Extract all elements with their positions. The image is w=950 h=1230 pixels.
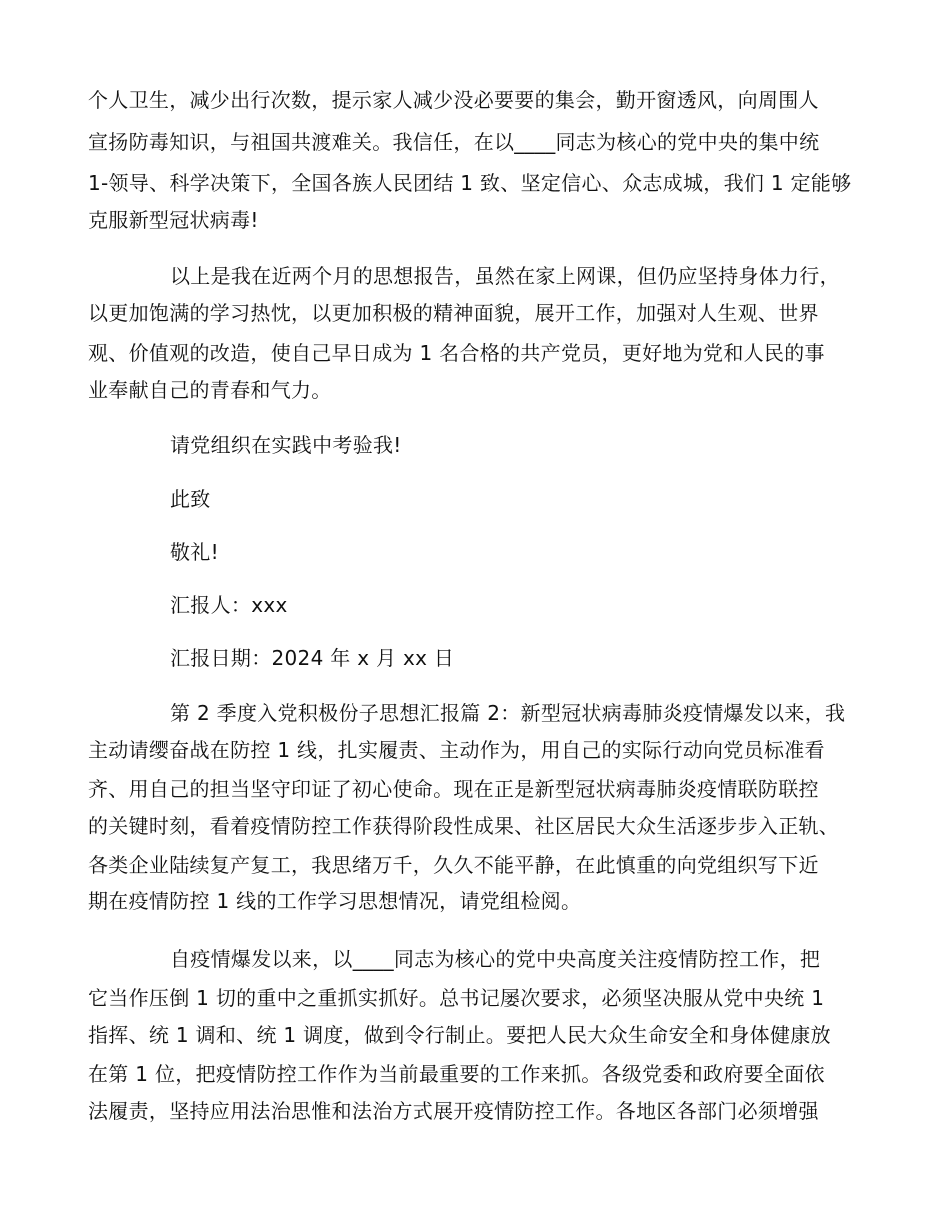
text-line: 宣扬防毒知识，与祖国共渡难关。我信任，在以____同志为核心的党中央的集中统 (88, 130, 820, 154)
text-line: 指挥、统 1 调和、统 1 调度，做到令行制止。要把人民大众生命安全和身体健康放 (88, 1023, 831, 1047)
salutation-ci-zhi: 此致 (170, 487, 211, 511)
text-line: 各类企业陆续复产复工，我思绪万千，久久不能平静，在此慎重的向党组织写下近 (88, 853, 819, 877)
reporter-name: 汇报人：xxx (170, 593, 288, 617)
text-line: 以上是我在近两个月的思想报告，虽然在家上网课，但仍应坚持身体力行， (170, 264, 840, 288)
report-date: 汇报日期：2024 年 x 月 xx 日 (170, 646, 455, 670)
text-line: 业奉献自己的青春和气力。 (88, 378, 332, 402)
text-line: 在第 1 位，把疫情防控工作作为当前最重要的工作来抓。各级党委和政府要全面依 (88, 1062, 825, 1086)
text-line: 第 2 季度入党积极份子思想汇报篇 2：新型冠状病毒肺炎疫情爆发以来，我 (170, 701, 846, 725)
salutation-jing-li: 敬礼! (170, 540, 219, 564)
text-line: 1-领导、科学决策下，全国各族人民团结 1 致、坚定信心、众志成城，我们 1 定能够 (88, 171, 852, 195)
text-line: 以更加饱满的学习热忱，以更加积极的精神面貌，展开工作，加强对人生观、世界 (88, 301, 819, 325)
text-line: 的关键时刻，看着疫情防控工作获得阶段性成果、社区居民大众生活逐步步入正轨、 (88, 814, 840, 838)
text-line: 期在疫情防控 1 线的工作学习思想情况，请党组检阅。 (88, 889, 582, 913)
text-line: 主动请缨奋战在防控 1 线，扎实履责、主动作为，用自己的实际行动向党员标准看 (88, 738, 825, 762)
text-line: 齐、用自己的担当坚守印证了初心使命。现在正是新型冠状病毒肺炎疫情联防联控 (88, 777, 819, 801)
text-line: 克服新型冠状病毒! (88, 208, 259, 232)
text-line: 它当作压倒 1 切的重中之重抓实抓好。总书记屡次要求，必须坚决服从党中央统 1 (88, 986, 825, 1010)
text-line: 个人卫生，减少出行次数，提示家人减少没必要要的集会，勤开窗透风，向周围人 (88, 88, 819, 112)
text-line: 自疫情爆发以来，以____同志为核心的党中央高度关注疫情防控工作，把 (170, 947, 821, 971)
text-line: 观、价值观的改造，使自己早日成为 1 名合格的共产党员，更好地为党和人民的事 (88, 341, 825, 365)
text-line: 法履责，坚持应用法治思惟和法治方式展开疫情防控工作。各地区各部门必须增强 (88, 1099, 819, 1123)
closing-request: 请党组织在实践中考验我! (170, 433, 402, 457)
